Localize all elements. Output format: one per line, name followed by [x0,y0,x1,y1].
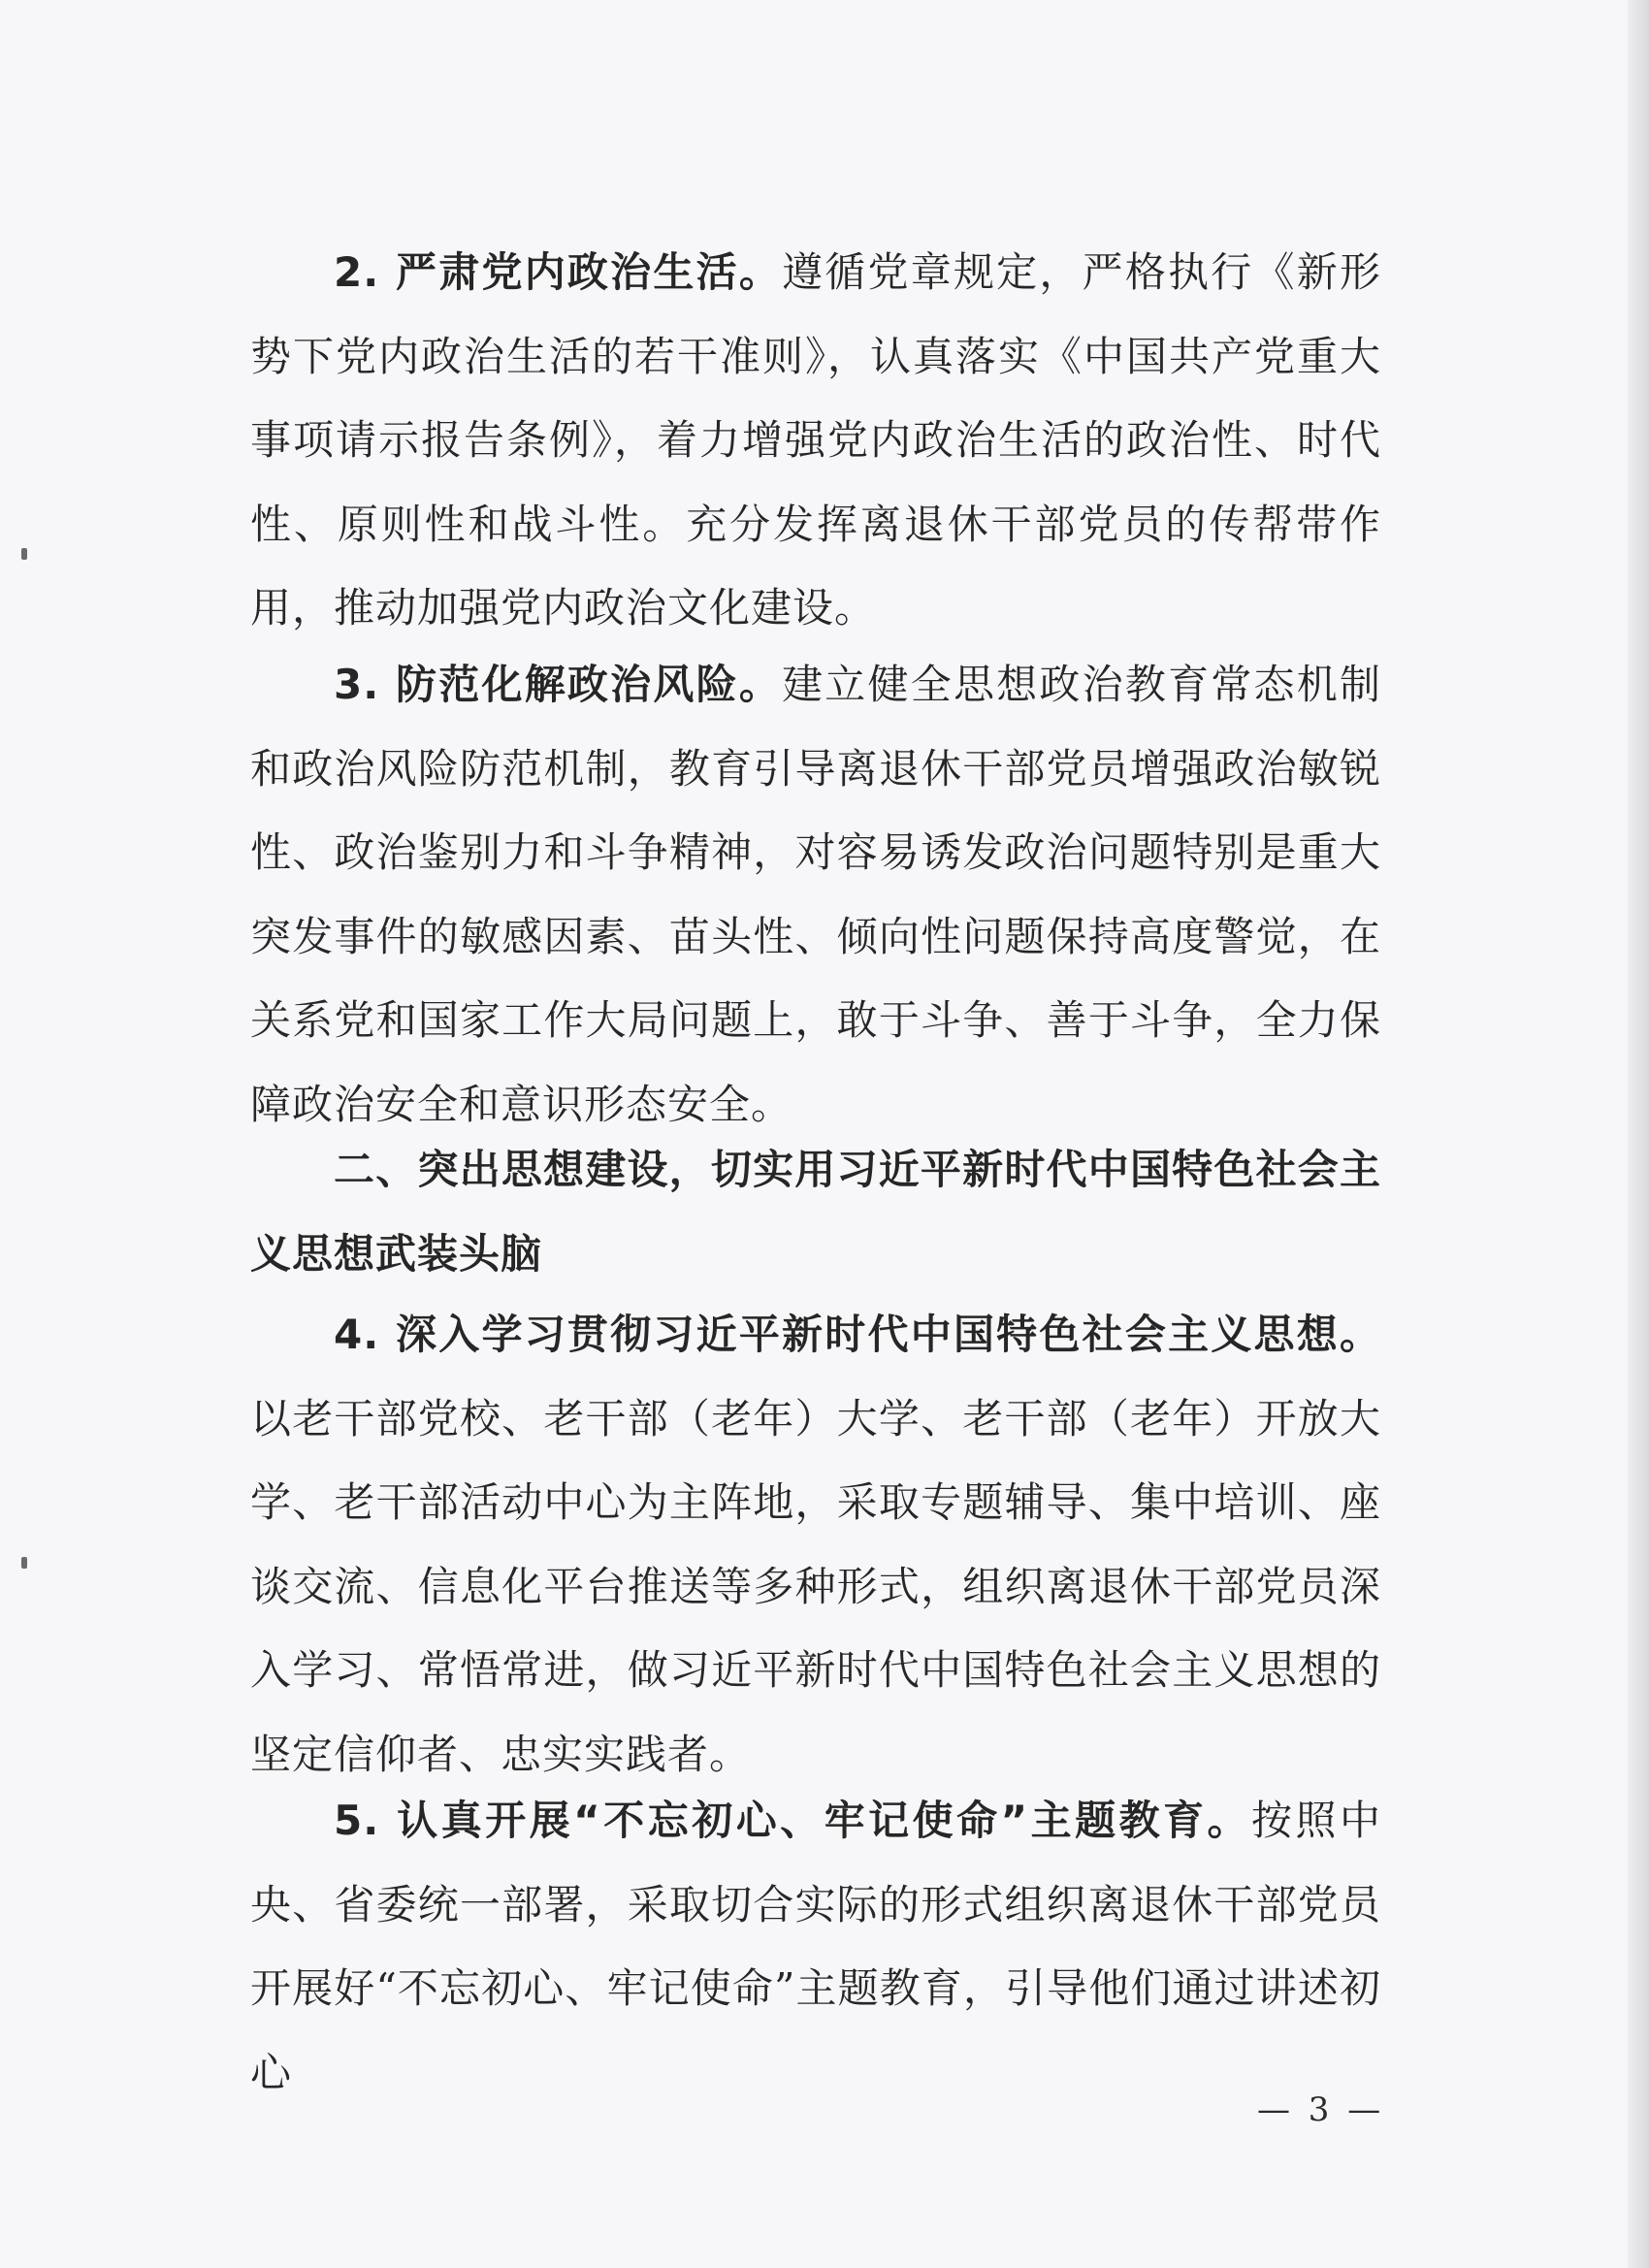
paragraph [250,1779,1381,2115]
paragraph [250,231,1381,651]
paragraph-title: 2. 严肃党内政治生活。 [334,248,783,296]
page-edge-shadow [1628,0,1649,2268]
binding-hole-mark [21,1557,27,1569]
para-4 [250,1293,1381,1797]
paragraph [250,1293,1381,1797]
paragraph-body: 遵循党章规定，严格执行《新形势下党内政治生活的若干准则》，认真落实《中国共产党重大事项请示报告条例》，着力增强党内政治生活的政治性、时代性、原则性和战斗性。充分发挥离退休干部党员的传帮带作用，推动加强党内政治文化建设。 [250,248,1381,632]
section-heading: 二、突出思想建设，切实用习近平新时代中国特色社会主义思想武装头脑 [250,1146,1381,1278]
section-heading-2 [250,1128,1381,1296]
para-5 [250,1779,1381,2115]
binding-hole-mark [21,548,27,560]
paragraph-body: 以老干部党校、老干部（老年）大学、老干部（老年）开放大学、老干部活动中心为主阵地，采取专题辅导、集中培训、座谈交流、信息化平台推送等多种形式，组织离退休干部党员深入学习、常悟常进，做习近平新时代中国特色社会主义思想的坚定信仰者、忠实实践者。 [250,1394,1381,1778]
paragraph-body: 建立健全思想政治教育常态机制和政治风险防范机制，教育引导离退休干部党员增强政治敏锐性、政治鉴别力和斗争精神，对容易诱发政治问题特别是重大突发事件的敏感因素、苗头性、倾向性问题保持高度警觉，在关系党和国家工作大局问题上，敢于斗争、善于斗争，全力保障政治安全和意识形态安全。 [250,661,1381,1128]
paragraph-title: 5. 认真开展“不忘初心、牢记使命”主题教育。 [334,1797,1252,1844]
para-3 [250,643,1381,1147]
paragraph [250,643,1381,1147]
paragraph-title: 4. 深入学习贯彻习近平新时代中国特色社会主义思想。 [334,1311,1381,1358]
para-2 [250,231,1381,651]
page-number: — 3 — [1257,2090,1385,2129]
paragraph-body: 按照中央、省委统一部署，采取切合实际的形式组织离退休干部党员开展好“不忘初心、牢记使命”主题教育，引导他们通过讲述初心 [250,1797,1381,2096]
paragraph-title: 3. 防范化解政治风险。 [334,661,783,708]
